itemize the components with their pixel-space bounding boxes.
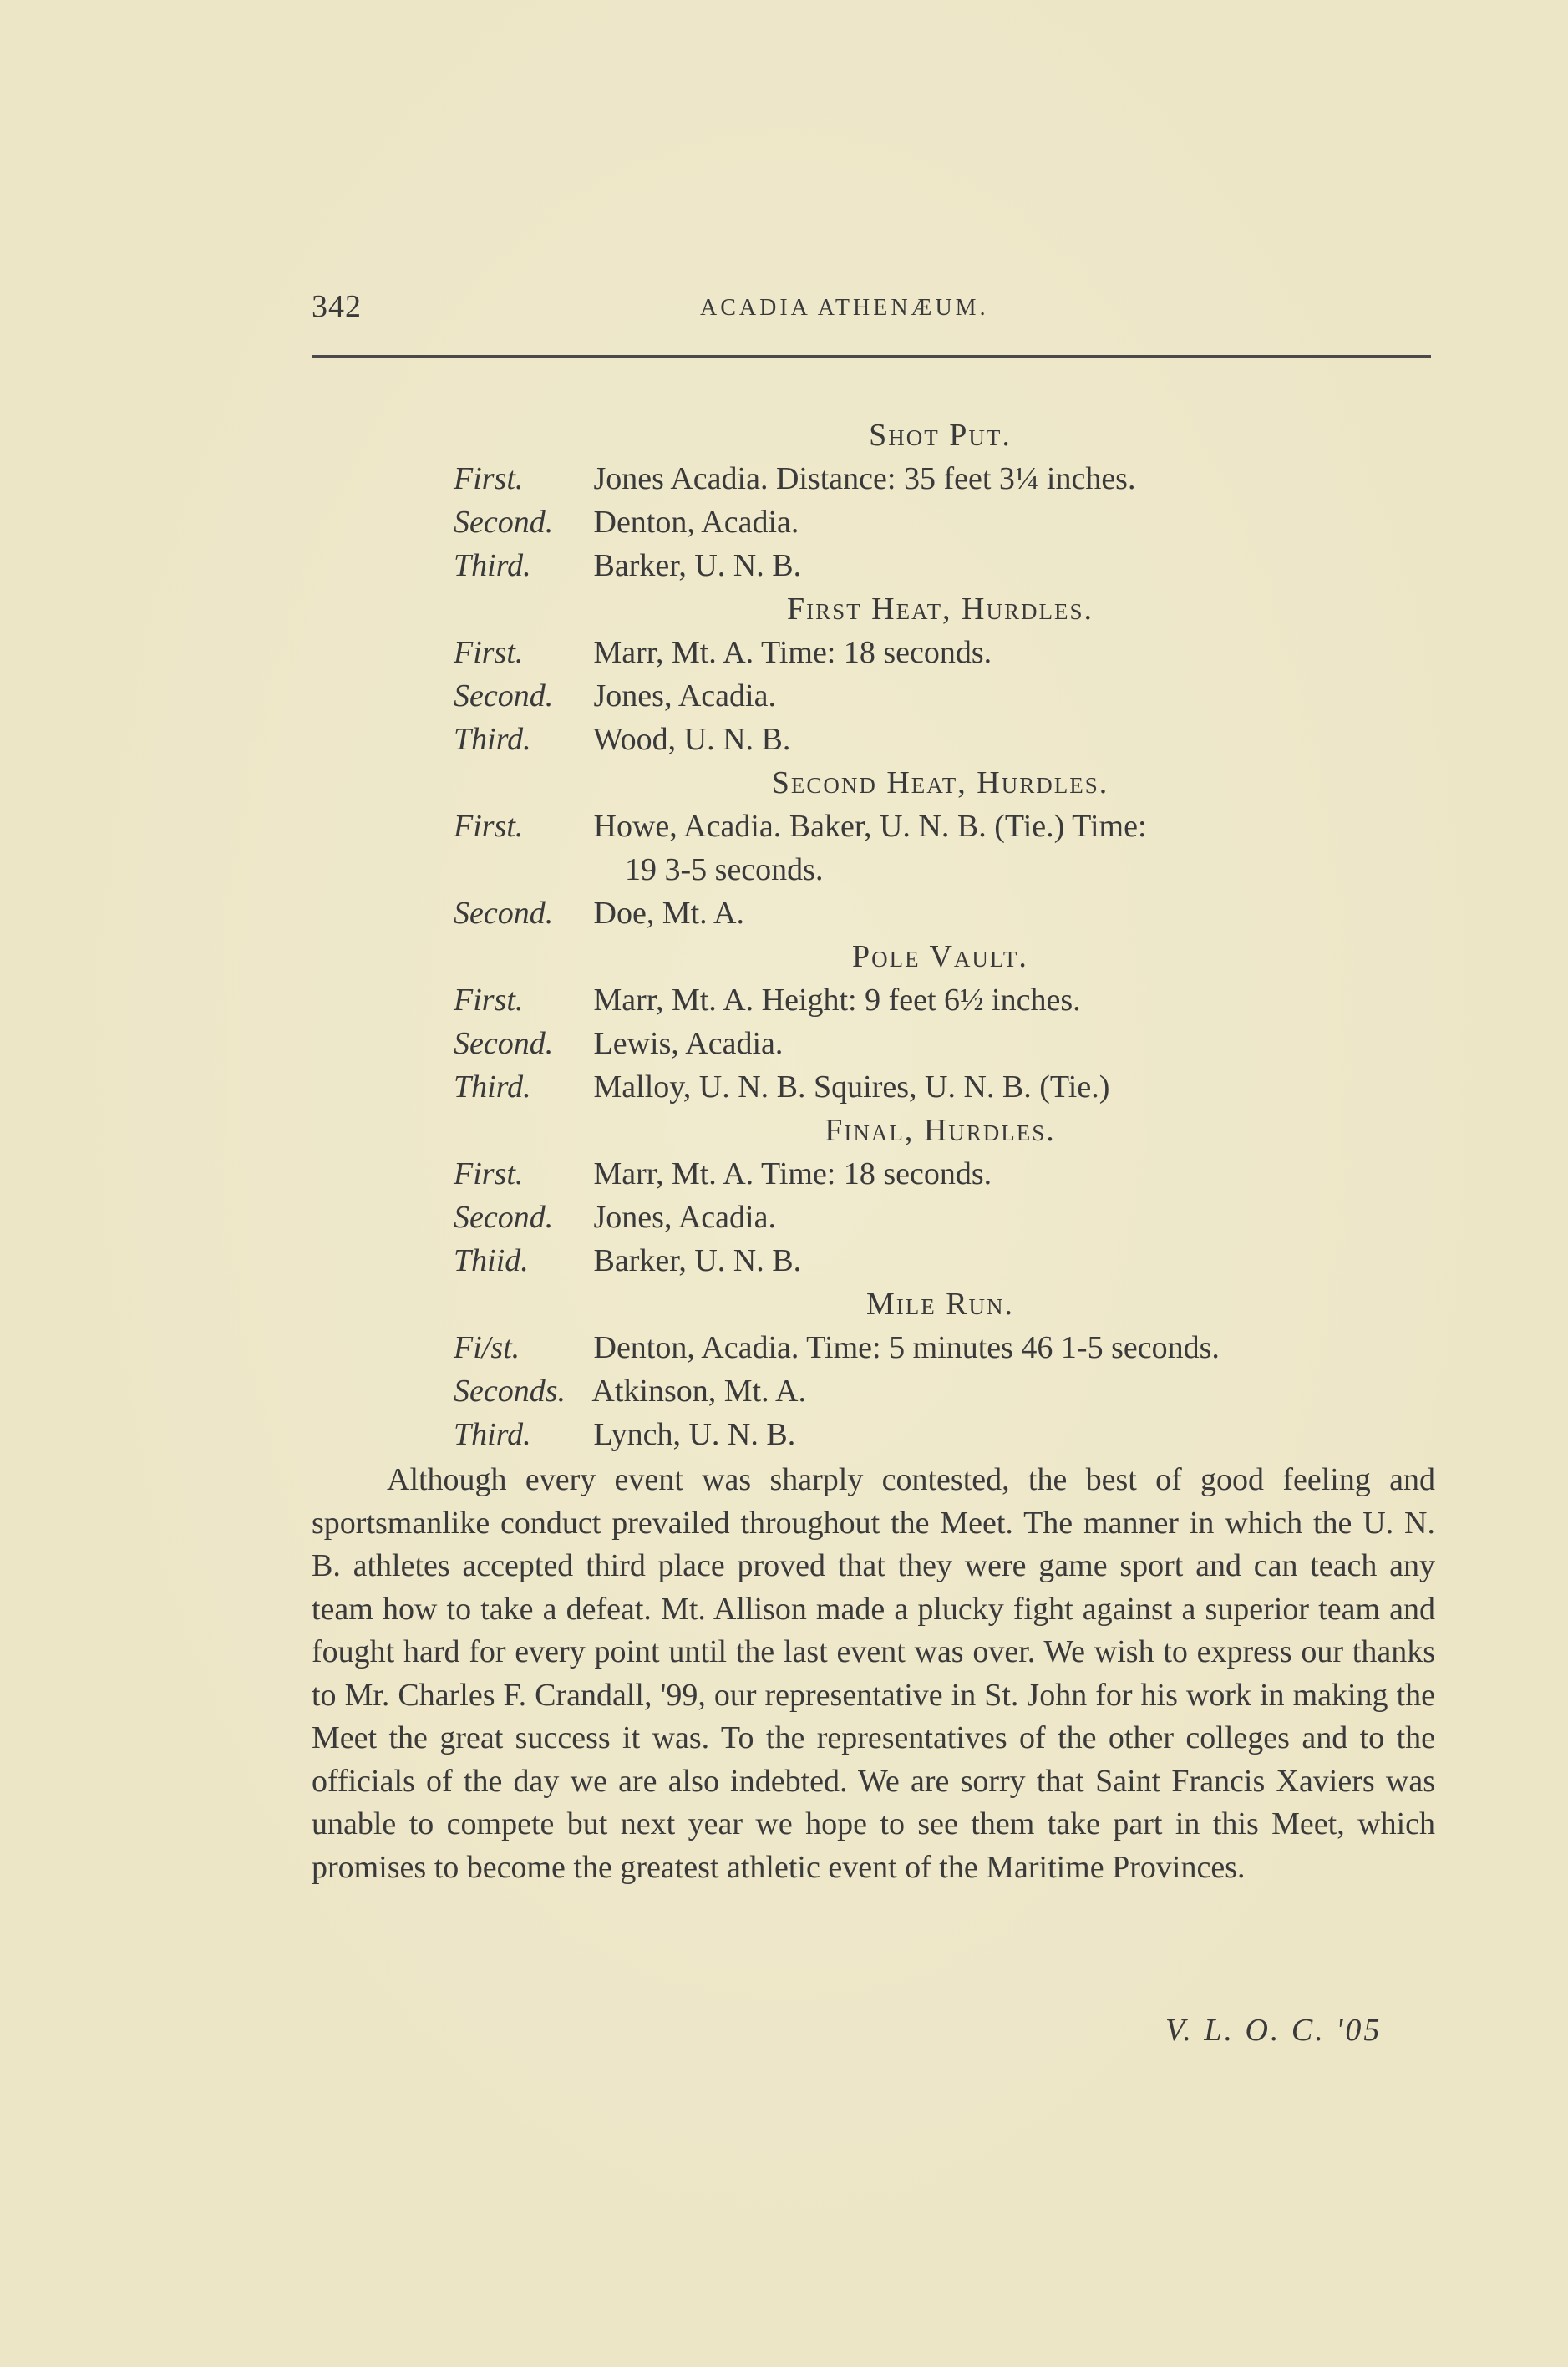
- result-continuation: 19 3-5 seconds.: [625, 852, 824, 887]
- result-entry: [454, 978, 1439, 1022]
- place-label: First.: [454, 1156, 524, 1191]
- page-number: 342: [312, 289, 362, 324]
- signature: V. L. O. C. '05: [1165, 2013, 1383, 2048]
- place-label: Second.: [454, 896, 554, 931]
- place-label: Third.: [454, 1417, 531, 1452]
- place-label: Second.: [454, 1026, 554, 1061]
- result-entry: [454, 1065, 1439, 1109]
- header-rule: [312, 355, 1431, 358]
- section-heading-final-hurdles: Final, Hurdles.: [825, 1113, 1056, 1148]
- place-label: Third.: [454, 548, 531, 583]
- results-list: [454, 414, 1439, 1456]
- result-text: Barker, U. N. B.: [593, 548, 802, 583]
- result-entry: [454, 1326, 1439, 1369]
- result-entry: [454, 718, 1439, 761]
- result-entry: [454, 674, 1439, 718]
- result-text: Lynch, U. N. B.: [593, 1417, 796, 1452]
- result-entry: [454, 544, 1439, 587]
- place-label: Thiid.: [454, 1243, 529, 1278]
- result-text: Marr, Mt. A. Time: 18 seconds.: [593, 1156, 992, 1191]
- result-text: Barker, U. N. B.: [593, 1243, 802, 1278]
- page-header: [312, 288, 1431, 330]
- place-label: Third.: [454, 722, 531, 757]
- result-entry: [454, 805, 1439, 848]
- place-label: Third.: [454, 1069, 531, 1105]
- result-entry: [454, 1369, 1439, 1413]
- result-text: Denton, Acadia.: [593, 505, 799, 540]
- place-label: First.: [454, 635, 524, 670]
- section-heading-shot-put: Shot Put.: [869, 418, 1012, 453]
- result-entry: [454, 1196, 1439, 1239]
- result-entry: [454, 1152, 1439, 1196]
- section-heading-mile-run: Mile Run.: [865, 1287, 1015, 1322]
- place-label: Second.: [454, 1200, 554, 1235]
- place-label: First.: [454, 983, 524, 1018]
- place-label: Second.: [454, 505, 554, 540]
- place-label: First.: [454, 461, 524, 496]
- result-text: Denton, Acadia. Time: 5 minutes 46 1-5 seconds.: [593, 1330, 1220, 1365]
- result-text: Jones Acadia. Distance: 35 feet 3¼ inches.: [593, 461, 1136, 496]
- section-heading-pole-vault: Pole Vault.: [852, 939, 1028, 974]
- place-label: Second.: [454, 678, 554, 714]
- section-heading-second-heat-hurdles: Second Heat, Hurdles.: [771, 765, 1109, 800]
- result-text: Jones, Acadia.: [593, 678, 776, 714]
- closing-paragraph: [312, 1459, 1435, 1889]
- result-entry: [454, 1022, 1439, 1065]
- result-text: Jones, Acadia.: [593, 1200, 776, 1235]
- result-text: Marr, Mt. A. Time: 18 seconds.: [593, 635, 992, 670]
- result-text: Malloy, U. N. B. Squires, U. N. B. (Tie.): [593, 1069, 1110, 1105]
- place-label: Seconds.: [454, 1374, 566, 1409]
- result-entry: [454, 1239, 1439, 1283]
- place-label: First.: [454, 809, 524, 844]
- result-entry: [454, 500, 1439, 544]
- running-title: ACADIA ATHENÆUM.: [700, 295, 989, 321]
- paragraph-text: Although every event was sharply contested, the best of good feeling and sportsmanlike conduct prevailed throughout the Meet. The manner in which the U. N. B. athletes accepted third place proved that they were game sport and can teach any team how to take a defeat. Mt. Allison made a plucky fight against a superior team and fought hard for every point until the last event was over. We wish to express our thanks to Mr. Charles F. Crandall, '99, our representative in St. John for his work in making the Meet the great success it was. To the representatives of the other colleges and to the officials of the day we are also indebted. We are sorry that Saint Francis Xaviers was unable to compete but next year we hope to see them take part in this Meet, which promises to become the greatest athletic event of the Maritime Provinces.: [312, 1462, 1435, 1885]
- result-entry: [454, 631, 1439, 674]
- result-entry: [454, 891, 1439, 935]
- result-text: Marr, Mt. A. Height: 9 feet 6½ inches.: [593, 983, 1081, 1018]
- result-text: Atkinson, Mt. A.: [591, 1374, 806, 1409]
- place-label: Fi/st.: [454, 1330, 520, 1365]
- result-text: Lewis, Acadia.: [593, 1026, 784, 1061]
- section-heading-first-heat-hurdles: First Heat, Hurdles.: [786, 592, 1094, 627]
- result-entry: [454, 457, 1439, 500]
- result-text: Wood, U. N. B.: [592, 722, 791, 757]
- result-text: Doe, Mt. A.: [593, 896, 744, 931]
- result-entry: [454, 1413, 1439, 1456]
- result-text: Howe, Acadia. Baker, U. N. B. (Tie.) Time:: [593, 809, 1147, 844]
